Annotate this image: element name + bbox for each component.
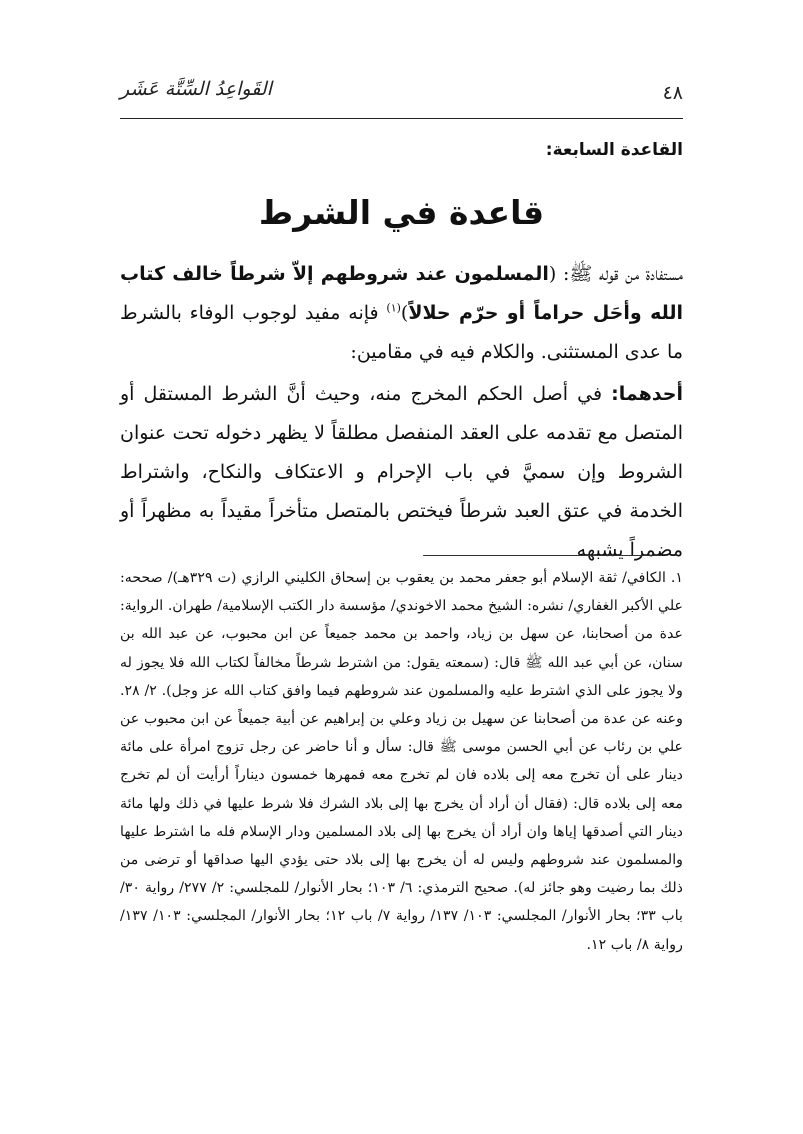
paragraph-intro	[120, 255, 683, 372]
paragraph-first-aspect-text: في أصل الحكم المخرج منه، وحيث أنَّ الشرط المستقل أو المتصل مع تقدمه على العقد المنفصل مطلقاً لا يظهر دخوله تحت عنوان الشروط وإن سميَّ في باب الإحرام و الاعتكاف والنكاح، واشتراط الخدمة في عتق العبد شرطاً فيختص بالمتصل متأخراً مقيداً به مظهراً أو مضمراً يشبهه	[120, 383, 683, 561]
rule-label: القاعدة السابعة:	[545, 140, 683, 160]
header-divider	[120, 118, 683, 119]
page-header	[120, 78, 683, 120]
footnote-separator	[423, 555, 661, 556]
paragraph-intro-rest: فإنه مفيد لوجوب الوفاء بالشرط ما عدى المستثنى. والكلام فيه في مقامين:	[120, 302, 683, 363]
hadith-quote: المسلمون عند شروطهم إلاّ شرطاً خالف كتاب الله وأحَل حراماً أو حرّم حلالاً	[120, 263, 683, 324]
section-heading: قاعدة في الشرط	[258, 193, 545, 232]
book-title: القَواعِدُ السِّتَّة عَشَر	[120, 78, 272, 100]
page-number: ٤٨	[662, 82, 683, 104]
paragraph-lead-word: أحدهما:	[611, 383, 683, 405]
paragraph-first-aspect	[120, 375, 683, 570]
paragraph-intro-lead: مستفادة من قوله ﷺ: (	[548, 263, 683, 285]
quote-close: )	[400, 302, 409, 324]
footnote-text: ١. الكافي/ ثقة الإسلام أبو جعفر محمد بن يعقوب بن إسحاق الكليني الرازي (ت ٣٢٩هـ)/ صححه: علي الأكبر الغفاري/ نشره: الشيخ محمد الاخوندي/ مؤسسة دار الكتب الإسلامية/ طهران. الرواية: عدة من أصحابنا، عن سهل بن زياد، واحمد بن محمد جميعاً عن ابن محبوب، عن عبد الله بن سنان، عن أبي عبد الله ﷺ قال: (سمعته يقول: من اشترط شرطاً مخالفاً لكتاب الله فلا يجوز له ولا يجوز على الذي اشترط عليه والمسلمون عند شروطهم فيما وافق كتاب الله عز وجل). ٢/ ٢٨. وعنه عن عدة من أصحابنا عن سهيل بن زياد وعلي بن إبراهيم عن أبية جميعاً عن ابن محبوب عن علي بن رئاب عن أبي الحسن موسى ﷺ قال: سأل و أنا حاضر عن رجل تزوج امرأة على مائة دينار على أن تخرج معه إلى بلاده فان لم تخرج معه فمهرها خمسون ديناراً أرأيت أن لم تخرج معه إلى بلاده قال: (فقال أن أراد أن يخرج بها إلى بلاد الشرك فلا شرط عليها في ذلك ولها مائة دينار التي أصدقها إياها وان أراد أن يخرج بها إلى بلاد المسلمين ودار الإسلام فله ما اشترط عليها والمسلمون عند شروطهم وليس له أن يخرج بها إلى بلاد حتى يؤدي اليها صداقها أو ترضى من ذلك بما رضيت وهو جائز له). صحيح الترمذي: ٦/ ١٠٣؛ بحار الأنوار/ للمجلسي: ٢/ ٢٧٧/ رواية ٣٠/ باب ٣٣؛ بحار الأنوار/ المجلسي: ١٠٣/ ١٣٧/ رواية ٧/ باب ١٢؛ بحار الأنوار/ المجلسي: ١٠٣/ ١٣٧/ رواية ٨/ باب ١٢.	[120, 570, 684, 953]
footnote-reference[interactable]: (١)	[386, 301, 401, 315]
